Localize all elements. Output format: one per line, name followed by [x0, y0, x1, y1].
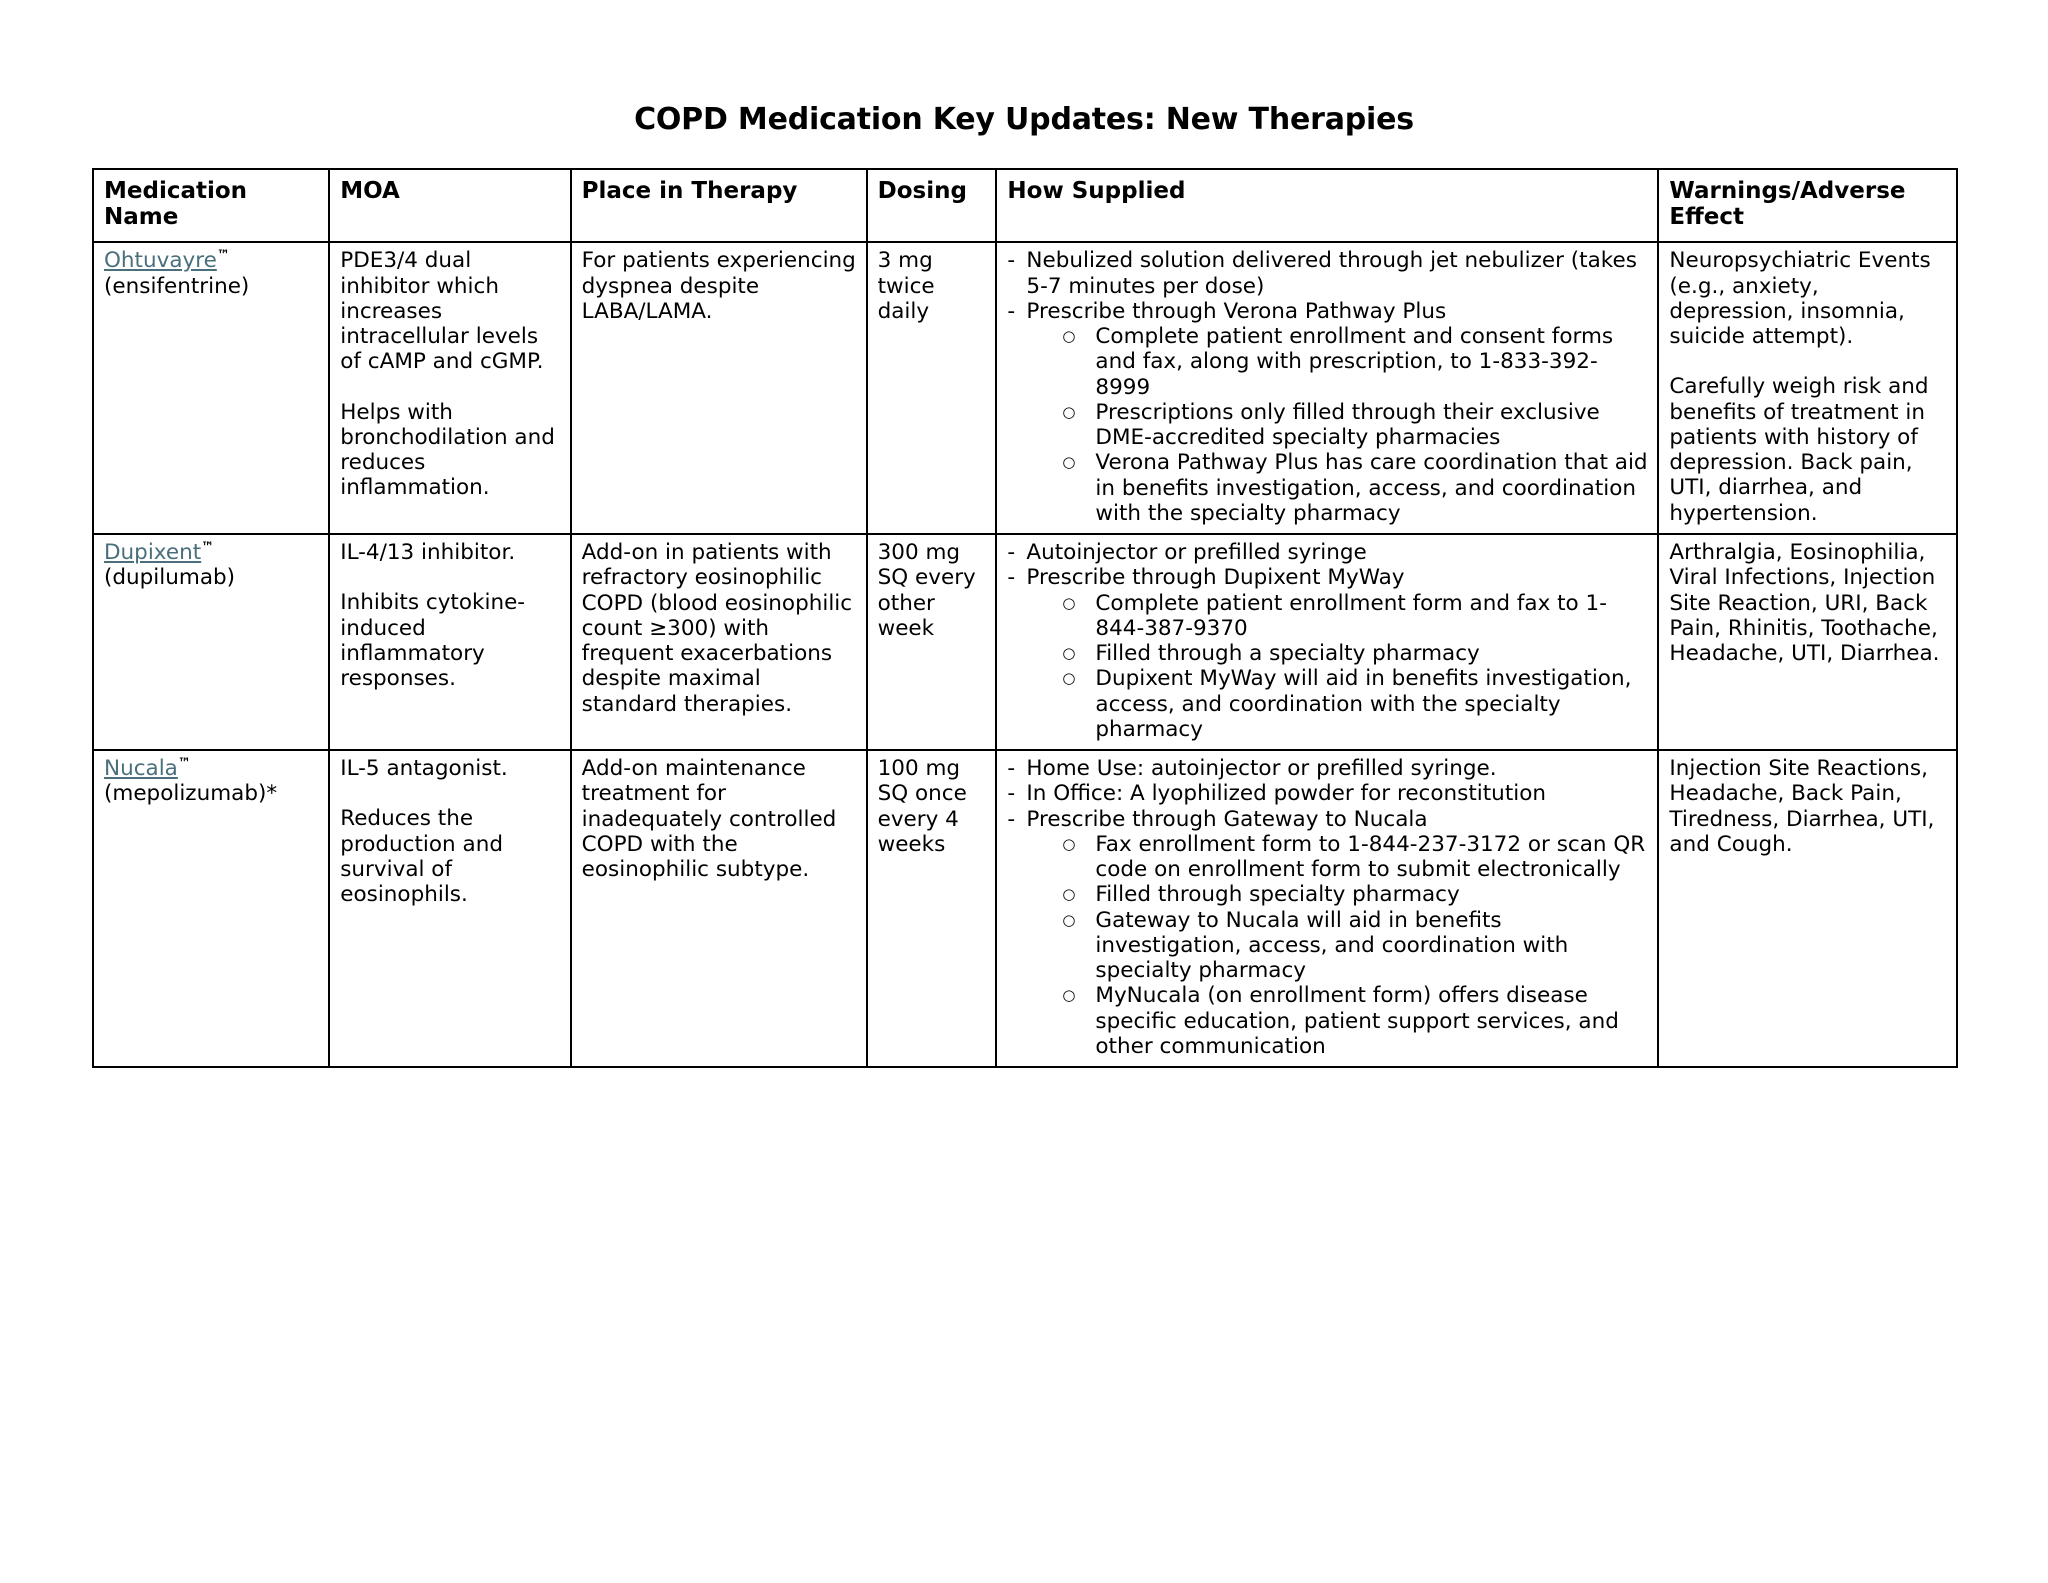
- how-supplied-item-text: Autoinjector or prefilled syringe: [1026, 540, 1367, 566]
- table-header: [93, 169, 1957, 243]
- how-supplied-item-text: Prescribe through Dupixent MyWay: [1026, 565, 1405, 591]
- how-supplied-item-text: Home Use: autoinjector or prefilled syringe.: [1026, 756, 1497, 782]
- dash-bullet-icon: -: [1007, 298, 1016, 324]
- how-supplied-item: [1007, 756, 1649, 781]
- warning-paragraph: Injection Site Reactions, Headache, Back Pain, Tiredness, Diarrhea, UTI, and Cough.: [1669, 756, 1935, 857]
- how-supplied-subitem: [1062, 591, 1649, 642]
- how-supplied-subitem: [1062, 324, 1649, 400]
- how-supplied-subitem-text: Complete patient enrollment form and fax to 1-844-387-9370: [1095, 590, 1607, 641]
- how-supplied-list: [1007, 540, 1649, 742]
- column-header-place-in-therapy: Place in Therapy: [571, 169, 867, 243]
- how-supplied-subitem: [1062, 882, 1649, 907]
- how-supplied-subitem: [1062, 400, 1649, 451]
- how-supplied-item-text: In Office: A lyophilized powder for reconstitution: [1026, 781, 1546, 807]
- medication-brand-link[interactable]: Ohtuvayre: [104, 248, 217, 274]
- trademark-symbol: ™: [177, 755, 192, 771]
- how-supplied-item: [1007, 565, 1649, 742]
- medication-brand-link[interactable]: Nucala: [104, 756, 178, 782]
- column-header-dosing: Dosing: [867, 169, 997, 243]
- page-title: COPD Medication Key Updates: New Therapies: [634, 102, 1414, 137]
- how-supplied-subitem-text: Filled through a specialty pharmacy: [1095, 641, 1480, 667]
- dash-bullet-icon: -: [1007, 248, 1016, 274]
- how-supplied-list: [1007, 756, 1649, 1059]
- how-supplied-subitem: [1062, 666, 1649, 742]
- cell-warnings: [1658, 534, 1957, 750]
- circle-bullet-icon: ○: [1062, 453, 1076, 472]
- how-supplied-subitem: [1062, 908, 1649, 984]
- how-supplied-subitem-text: Gateway to Nucala will aid in benefits investigation, access, and coordination with specialty pharmacy: [1095, 907, 1569, 984]
- how-supplied-sublist: [1026, 324, 1649, 526]
- circle-bullet-icon: ○: [1062, 327, 1076, 346]
- dash-bullet-icon: -: [1007, 781, 1016, 807]
- dash-bullet-icon: -: [1007, 565, 1016, 591]
- circle-bullet-icon: ○: [1062, 644, 1076, 663]
- cell-moa: [329, 750, 570, 1067]
- medication-generic-name: (ensifentrine): [104, 273, 250, 299]
- how-supplied-subitem: [1062, 983, 1649, 1059]
- warning-paragraph: Carefully weigh risk and benefits of treatment in patients with history of depression. Back pain, UTI, diarrhea, and hypertension.: [1669, 374, 1929, 526]
- how-supplied-item: [1007, 540, 1649, 565]
- column-header-moa: MOA: [329, 169, 570, 243]
- how-supplied-item: [1007, 807, 1649, 1060]
- moa-paragraph: PDE3/4 dual inhibitor which increases intracellular levels of cAMP and cGMP.: [340, 248, 544, 375]
- moa-paragraph: IL-5 antagonist.: [340, 756, 508, 782]
- moa-paragraph: Inhibits cytokine-induced inflammatory responses.: [340, 590, 526, 692]
- how-supplied-subitem: [1062, 832, 1649, 883]
- how-supplied-subitem-text: Fax enrollment form to 1-844-237-3172 or scan QR code on enrollment form to submit electronically: [1095, 831, 1646, 883]
- column-header-how-supplied: How Supplied: [996, 169, 1658, 243]
- how-supplied-subitem-text: Prescriptions only filled through their exclusive DME-accredited specialty pharmacies: [1095, 399, 1600, 451]
- cell-medication-name: [93, 750, 329, 1067]
- circle-bullet-icon: ○: [1062, 402, 1076, 421]
- how-supplied-subitem-text: Verona Pathway Plus has care coordination that aid in benefits investigation, access, and coordination with the specialty pharmacy: [1095, 450, 1648, 526]
- how-supplied-subitem-text: MyNucala (on enrollment form) offers disease specific education, patient support services, and other communication: [1095, 983, 1619, 1059]
- moa-paragraph: Reduces the production and survival of eosinophils.: [340, 806, 503, 908]
- trademark-symbol: ™: [201, 539, 215, 555]
- cell-place-in-therapy: For patients experiencing dyspnea despite LABA/LAMA.: [571, 242, 867, 534]
- dash-bullet-icon: -: [1007, 540, 1016, 566]
- dash-bullet-icon: -: [1007, 756, 1016, 782]
- how-supplied-item-text: Prescribe through Gateway to Nucala: [1026, 806, 1428, 832]
- cell-how-supplied: [996, 750, 1658, 1067]
- circle-bullet-icon: ○: [1062, 834, 1076, 853]
- how-supplied-item: [1007, 299, 1649, 526]
- table-row: [93, 750, 1957, 1067]
- table-row: [93, 242, 1957, 534]
- how-supplied-subitem: [1062, 450, 1649, 526]
- how-supplied-subitem-text: Dupixent MyWay will aid in benefits investigation, access, and coordination with the specialty pharmacy: [1095, 666, 1632, 742]
- circle-bullet-icon: ○: [1062, 885, 1076, 904]
- circle-bullet-icon: ○: [1062, 593, 1076, 612]
- circle-bullet-icon: ○: [1062, 986, 1076, 1005]
- how-supplied-subitem-text: Complete patient enrollment and consent forms and fax, along with prescription, to 1-833-392-8999: [1095, 324, 1614, 400]
- trademark-symbol: ™: [216, 248, 231, 264]
- table-body: [93, 242, 1957, 1067]
- cell-moa: [329, 242, 570, 534]
- cell-how-supplied: [996, 242, 1658, 534]
- circle-bullet-icon: ○: [1062, 669, 1076, 688]
- moa-paragraph: IL-4/13 inhibitor.: [340, 540, 516, 566]
- cell-medication-name: [93, 242, 329, 534]
- medication-generic-name: (dupilumab): [104, 565, 236, 591]
- how-supplied-item: [1007, 781, 1649, 806]
- circle-bullet-icon: ○: [1062, 910, 1076, 929]
- how-supplied-sublist: [1026, 832, 1649, 1059]
- how-supplied-list: [1007, 248, 1649, 526]
- how-supplied-item-text: Nebulized solution delivered through jet nebulizer (takes 5-7 minutes per dose): [1026, 248, 1637, 299]
- how-supplied-subitem: [1062, 641, 1649, 666]
- medication-generic-name: (mepolizumab)*: [104, 781, 278, 807]
- cell-place-in-therapy: Add-on maintenance treatment for inadequately controlled COPD with the eosinophilic subtype.: [571, 750, 867, 1067]
- table-row: [93, 534, 1957, 750]
- dash-bullet-icon: -: [1007, 806, 1016, 832]
- cell-dosing: 3 mg twice daily: [867, 242, 997, 534]
- how-supplied-item-text: Prescribe through Verona Pathway Plus: [1026, 298, 1447, 324]
- how-supplied-sublist: [1026, 591, 1649, 743]
- cell-warnings: [1658, 242, 1957, 534]
- table-header-row: [93, 169, 1957, 243]
- column-header-medication-name: Medication Name: [93, 169, 329, 243]
- cell-dosing: 300 mg SQ every other week: [867, 534, 997, 750]
- warning-paragraph: Neuropsychiatric Events (e.g., anxiety, depression, insomnia, suicide attempt).: [1669, 248, 1931, 350]
- cell-dosing: 100 mg SQ once every 4 weeks: [867, 750, 997, 1067]
- how-supplied-item: [1007, 248, 1649, 299]
- cell-medication-name: [93, 534, 329, 750]
- column-header-warnings: Warnings/Adverse Effect: [1658, 169, 1957, 243]
- medication-table: [92, 168, 1958, 1069]
- cell-warnings: [1658, 750, 1957, 1067]
- moa-paragraph: Helps with bronchodilation and reduces inflammation.: [340, 399, 555, 501]
- warning-paragraph: Arthralgia, Eosinophilia, Viral Infections, Injection Site Reaction, URI, Back Pain, Rhinitis, Toothache, Headache, UTI, Diarrhea.: [1669, 540, 1940, 667]
- medication-brand-link[interactable]: Dupixent: [104, 540, 202, 566]
- cell-place-in-therapy: Add-on in patients with refractory eosinophilic COPD (blood eosinophilic count ≥300) with frequent exacerbations despite maximal standard therapies.: [571, 534, 867, 750]
- cell-moa: [329, 534, 570, 750]
- how-supplied-subitem-text: Filled through specialty pharmacy: [1095, 882, 1460, 908]
- cell-how-supplied: [996, 534, 1658, 750]
